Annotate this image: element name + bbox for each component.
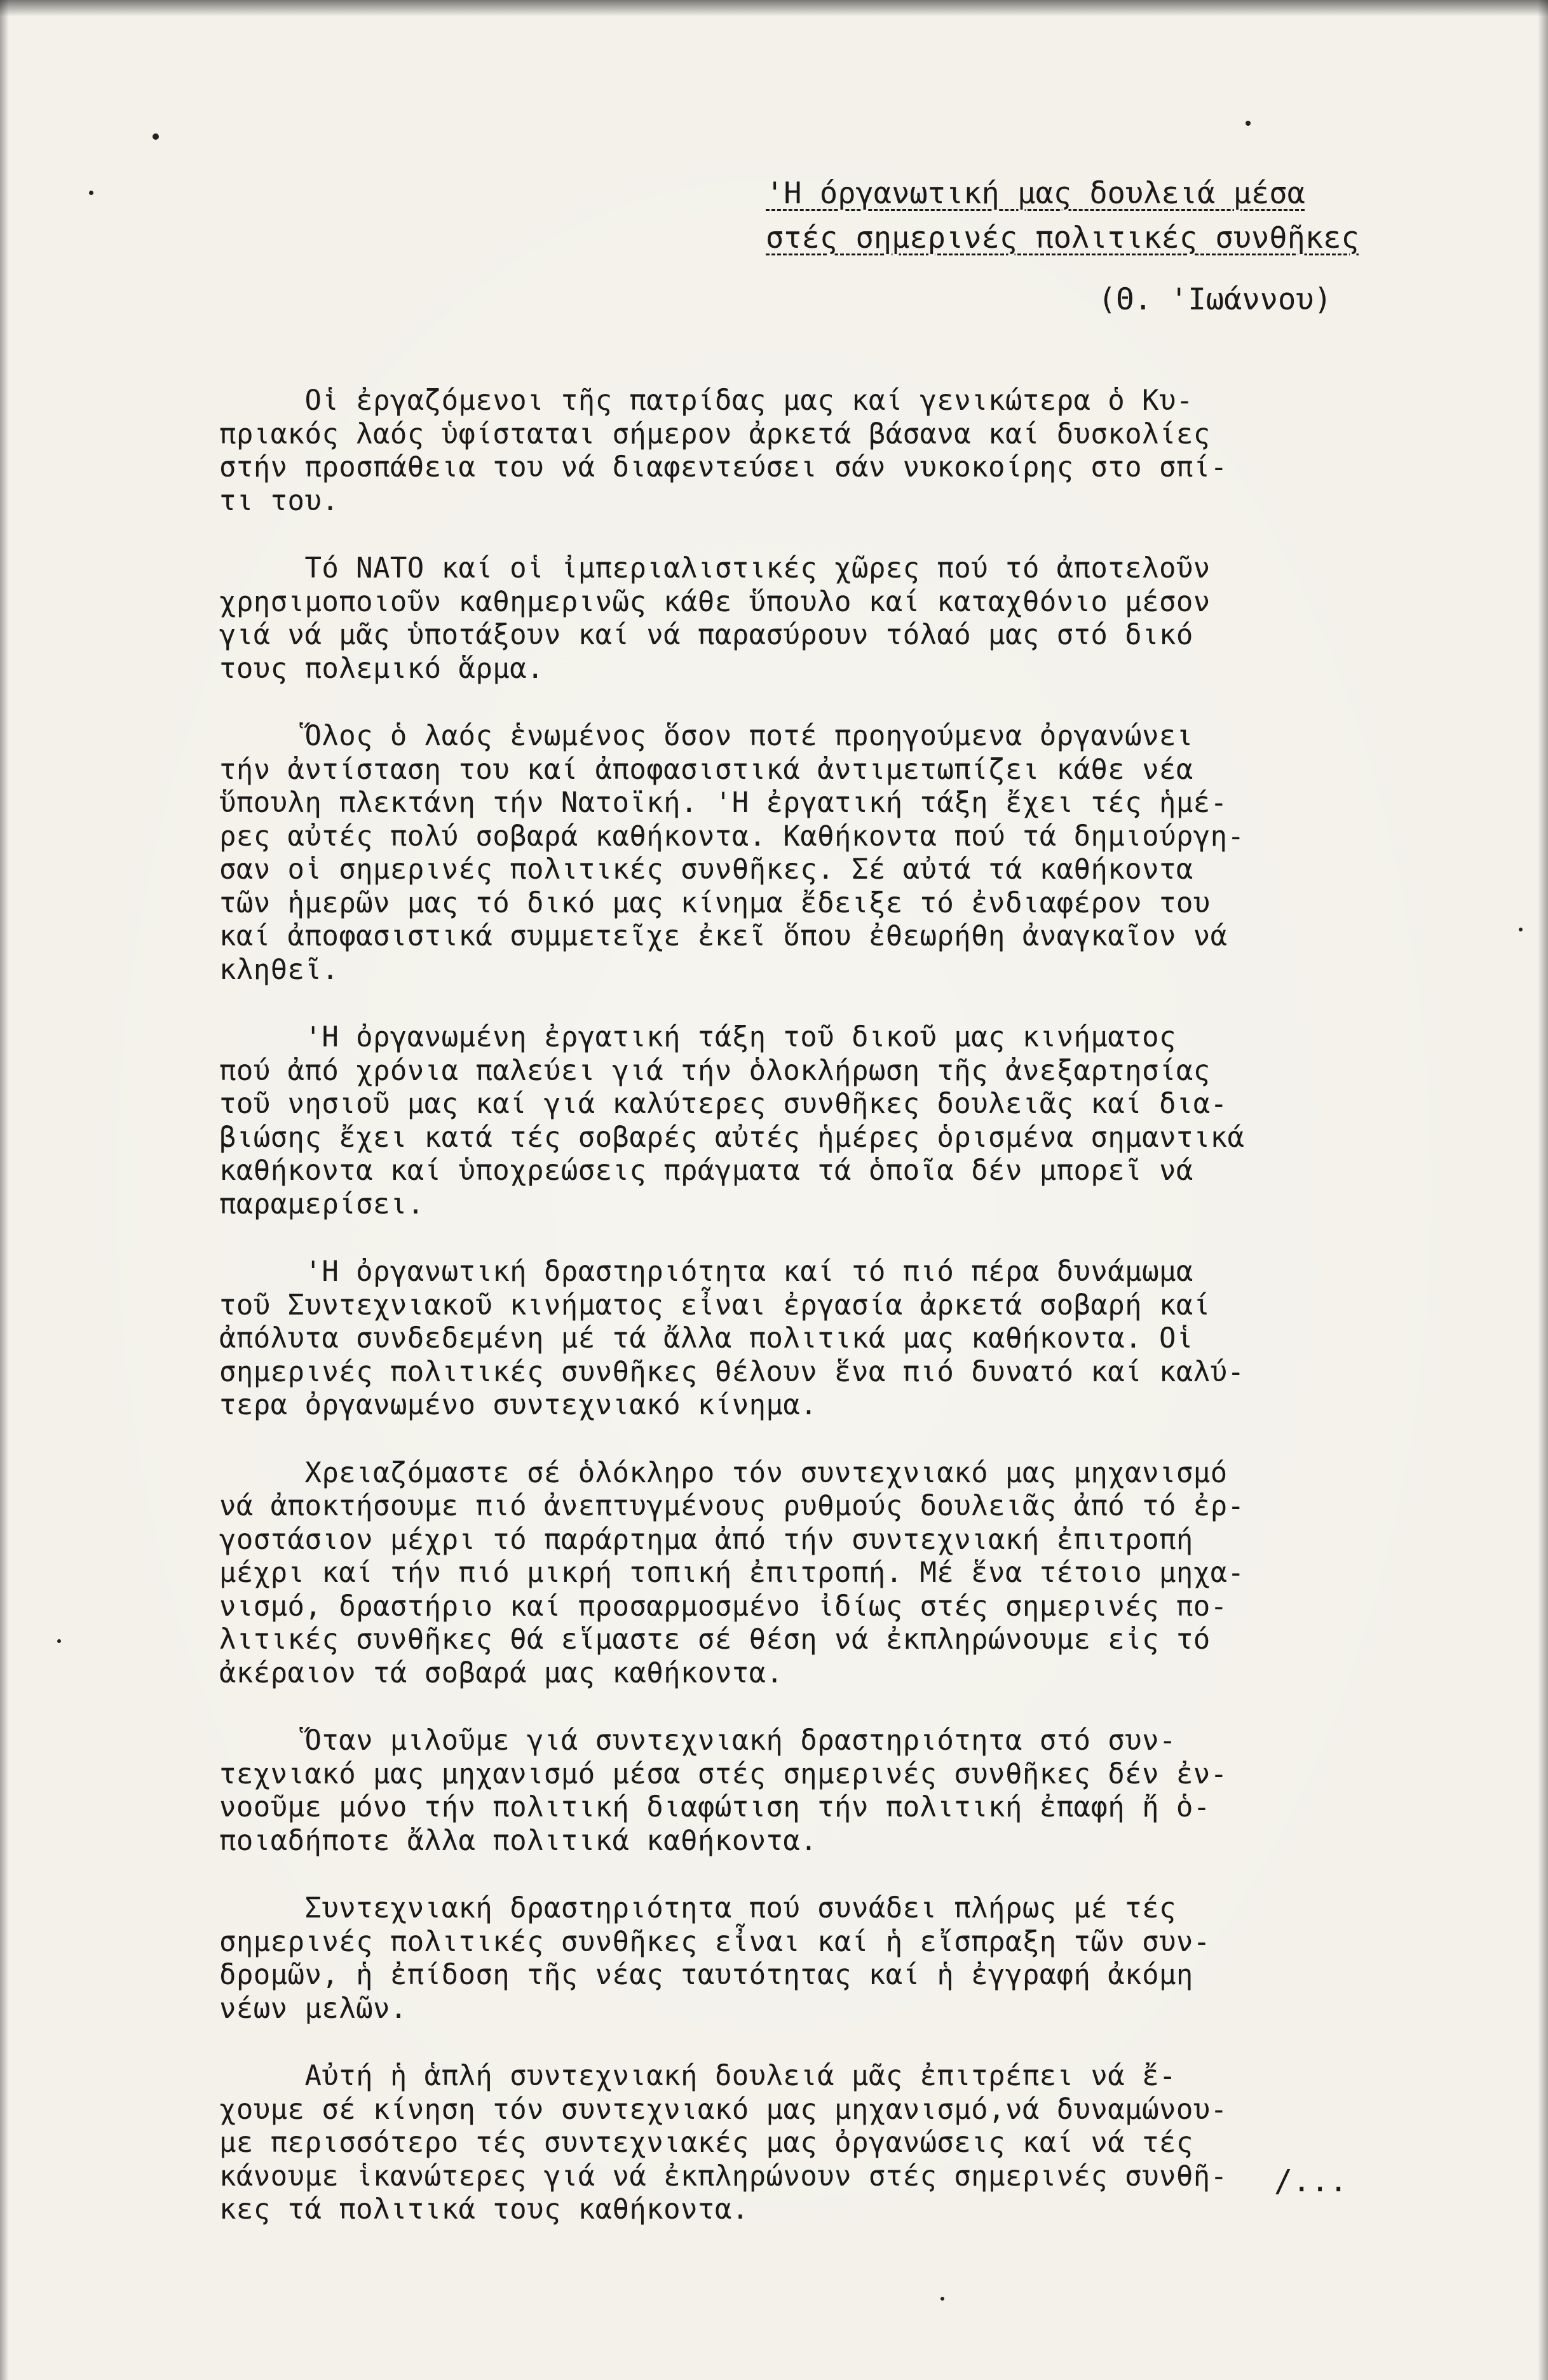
text-line: Ὅλος ὁ λαός ἑνωμένος ὅσον ποτέ προηγούμενα ὀργανώνει xyxy=(219,720,1193,752)
text-line: παραμερίσει. xyxy=(219,1187,424,1220)
text-line: κάνουμε ἱκανώτερες γιά νά ἐκπληρώνουν στές σημερινές συνθῆ- xyxy=(219,2160,1228,2193)
scan-speck xyxy=(89,191,93,195)
text-line: τεχνιακό μας μηχανισμό μέσα στές σημερινές συνθῆκες δέν ἐν- xyxy=(219,1757,1228,1790)
paragraph xyxy=(219,552,1427,686)
title-line: 'Η όργανωτική μας δουλειά μέσα xyxy=(766,176,1305,211)
continuation-mark: /... xyxy=(1274,2163,1348,2199)
text-line: τοῦ νησιοῦ μας καί γιά καλύτερες συνθῆκες δουλειᾶς καί δια- xyxy=(219,1088,1228,1120)
text-line: 'Η ὀργανωτική δραστηριότητα καί τό πιό πέρα δυνάμωμα xyxy=(219,1255,1193,1288)
text-line: με περισσότερο τές συντεχνιακές μας ὀργανώσεις καί νά τές xyxy=(219,2126,1193,2159)
text-line: Συντεχνιακή δραστηριότητα πού συνάδει πλήρως μέ τές xyxy=(219,1892,1176,1924)
text-line: στήν προσπάθεια του νά διαφεντεύσει σάν νυκοκοίρης στο σπί- xyxy=(219,451,1228,483)
text-line: ὕπουλη πλεκτάνη τήν Νατοϊκή. 'Η ἐργατική τάξη ἔχει τές ἡμέ- xyxy=(219,787,1228,819)
paragraph xyxy=(219,1892,1427,2025)
scan-edge-right xyxy=(1538,0,1548,2380)
author-line: (Θ. 'Ιωάννου) xyxy=(1098,282,1332,317)
text-line: ἀπόλυτα συνδεδεμένη μέ τά ἄλλα πολιτικά μας καθήκοντα. Οἱ xyxy=(219,1322,1193,1355)
text-line: πού ἀπό χρόνια παλεύει γιά τήν ὁλοκλήρωση τῆς ἀνεξαρτησίας xyxy=(219,1054,1211,1087)
text-line: τήν ἀντίσταση του καί ἀποφασιστικά ἀντιμετωπίζει κάθε νέα xyxy=(219,753,1193,786)
text-line: βιώσης ἔχει κατά τές σοβαρές αὐτές ἡμέρες ὁρισμένα σημαντικά xyxy=(219,1121,1245,1154)
text-line: κληθεῖ. xyxy=(219,953,339,986)
text-line: Τό ΝΑΤΟ καί οἱ ἰμπεριαλιστικές χῶρες πού τό ἀποτελοῦν xyxy=(219,552,1211,585)
text-line: καθήκοντα καί ὑποχρεώσεις πράγματα τά ὁποῖα δέν μπορεῖ νά xyxy=(219,1154,1193,1187)
text-line: τερα ὀργανωμένο συντεχνιακό κίνημα. xyxy=(219,1389,818,1421)
paragraph xyxy=(219,1457,1427,1691)
title-line: στές σημερινές πολιτικές συνθῆκες xyxy=(766,220,1359,255)
scan-speck xyxy=(1246,121,1251,126)
text-line: ἀκέραιον τά σοβαρά μας καθήκοντα. xyxy=(219,1656,784,1689)
text-line: Αὐτή ἡ ἁπλή συντεχνιακή δουλειά μᾶς ἐπιτρέπει νά ἔ- xyxy=(219,2060,1176,2092)
scan-speck xyxy=(153,133,159,140)
text-line: Οἱ ἐργαζόμενοι τῆς πατρίδας μας καί γενικώτερα ὁ Κυ- xyxy=(219,384,1193,417)
text-line: κες τά πολιτικά τους καθήκοντα. xyxy=(219,2193,749,2226)
text-line: χουμε σέ κίνηση τόν συντεχνιακό μας μηχανισμό,νά δυναμώνου- xyxy=(219,2093,1228,2126)
paragraph xyxy=(219,1724,1427,1858)
paragraph xyxy=(219,384,1427,518)
text-line: τους πολεμικό ἅρμα. xyxy=(219,652,544,685)
text-line: δρομῶν, ἡ ἐπίδοση τῆς νέας ταυτότητας καί ἡ ἐγγραφή ἀκόμη xyxy=(219,1959,1193,1991)
text-line: καί ἀποφασιστικά συμμετεῖχε ἐκεῖ ὅπου ἐθεωρήθη ἀναγκαῖον νά xyxy=(219,920,1228,952)
scan-speck xyxy=(940,2297,944,2301)
text-line: Χρειαζόμαστε σέ ὁλόκληρο τόν συντεχνιακό μας μηχανισμό xyxy=(219,1456,1228,1489)
text-line: Ὅταν μιλοῦμε γιά συντεχνιακή δραστηριότητα στό συν- xyxy=(219,1724,1176,1757)
text-line: τῶν ἡμερῶν μας τό δικό μας κίνημα ἔδειξε τό ἐνδιαφέρον του xyxy=(219,886,1211,919)
text-line: μέχρι καί τήν πιό μικρή τοπική ἐπιτροπή. Μέ ἕνα τέτοιο μηχα- xyxy=(219,1557,1245,1589)
paragraph xyxy=(219,2060,1427,2227)
text-line: γοστάσιον μέχρι τό παράρτημα ἀπό τήν συντεχνιακή ἐπιτροπή xyxy=(219,1523,1193,1556)
text-line: γιά νά μᾶς ὑποτάξουν καί νά παρασύρουν τόλαό μας στό δικό xyxy=(219,619,1193,651)
text-line: τοῦ Συντεχνιακοῦ κινήματος εἶναι ἐργασία ἀρκετά σοβαρή καί xyxy=(219,1288,1211,1322)
document-body xyxy=(219,384,1427,2261)
text-line: νέων μελῶν. xyxy=(219,1992,407,2025)
text-line: σημερινές πολιτικές συνθῆκες εἶναι καί ἡ εἴσπραξη τῶν συν- xyxy=(219,1925,1211,1958)
text-line: χρησιμοποιοῦν καθημερινῶς κάθε ὕπουλο καί καταχθόνιο μέσον xyxy=(219,585,1211,618)
text-line: 'Η ὀργανωμένη ἐργατική τάξη τοῦ δικοῦ μας κινήματος xyxy=(219,1021,1176,1053)
text-line: νά ἀποκτήσουμε πιό ἀνεπτυγμένους ρυθμούς δουλειᾶς ἀπό τό ἐρ- xyxy=(219,1490,1245,1522)
text-line: σαν οἱ σημερινές πολιτικές συνθῆκες. Σέ αὐτά τά καθήκοντα xyxy=(219,853,1193,886)
scan-speck xyxy=(57,1639,61,1643)
text-line: λιτικές συνθῆκες θά εἵμαστε σέ θέση νά ἐκπληρώνουμε εἰς τό xyxy=(219,1623,1211,1656)
scan-edge-left xyxy=(0,0,9,2380)
text-line: σημερινές πολιτικές συνθῆκες θέλουν ἕνα πιό δυνατό καί καλύ- xyxy=(219,1355,1245,1388)
text-line: ποιαδήποτε ἄλλα πολιτικά καθήκοντα. xyxy=(219,1824,818,1857)
text-line: νισμό, δραστήριο καί προσαρμοσμένο ἰδίως στές σημερινές πο- xyxy=(219,1590,1228,1623)
text-line: νοοῦμε μόνο τήν πολιτική διαφώτιση τήν πολιτική ἐπαφή ἤ ὁ- xyxy=(219,1791,1211,1823)
text-line: ρες αὐτές πολύ σοβαρά καθήκοντα. Καθήκοντα πού τά δημιούργη- xyxy=(219,820,1245,853)
paragraph xyxy=(219,1021,1427,1221)
paragraph xyxy=(219,1255,1427,1423)
document-title xyxy=(766,172,1408,260)
text-line: τι του. xyxy=(219,484,339,517)
paragraph xyxy=(219,720,1427,987)
text-line: πριακός λαός ὑφίσταται σήμερον ἀρκετά βάσανα καί δυσκολίες xyxy=(219,417,1211,450)
scan-edge-top xyxy=(0,0,1548,17)
scan-speck xyxy=(1519,928,1523,931)
